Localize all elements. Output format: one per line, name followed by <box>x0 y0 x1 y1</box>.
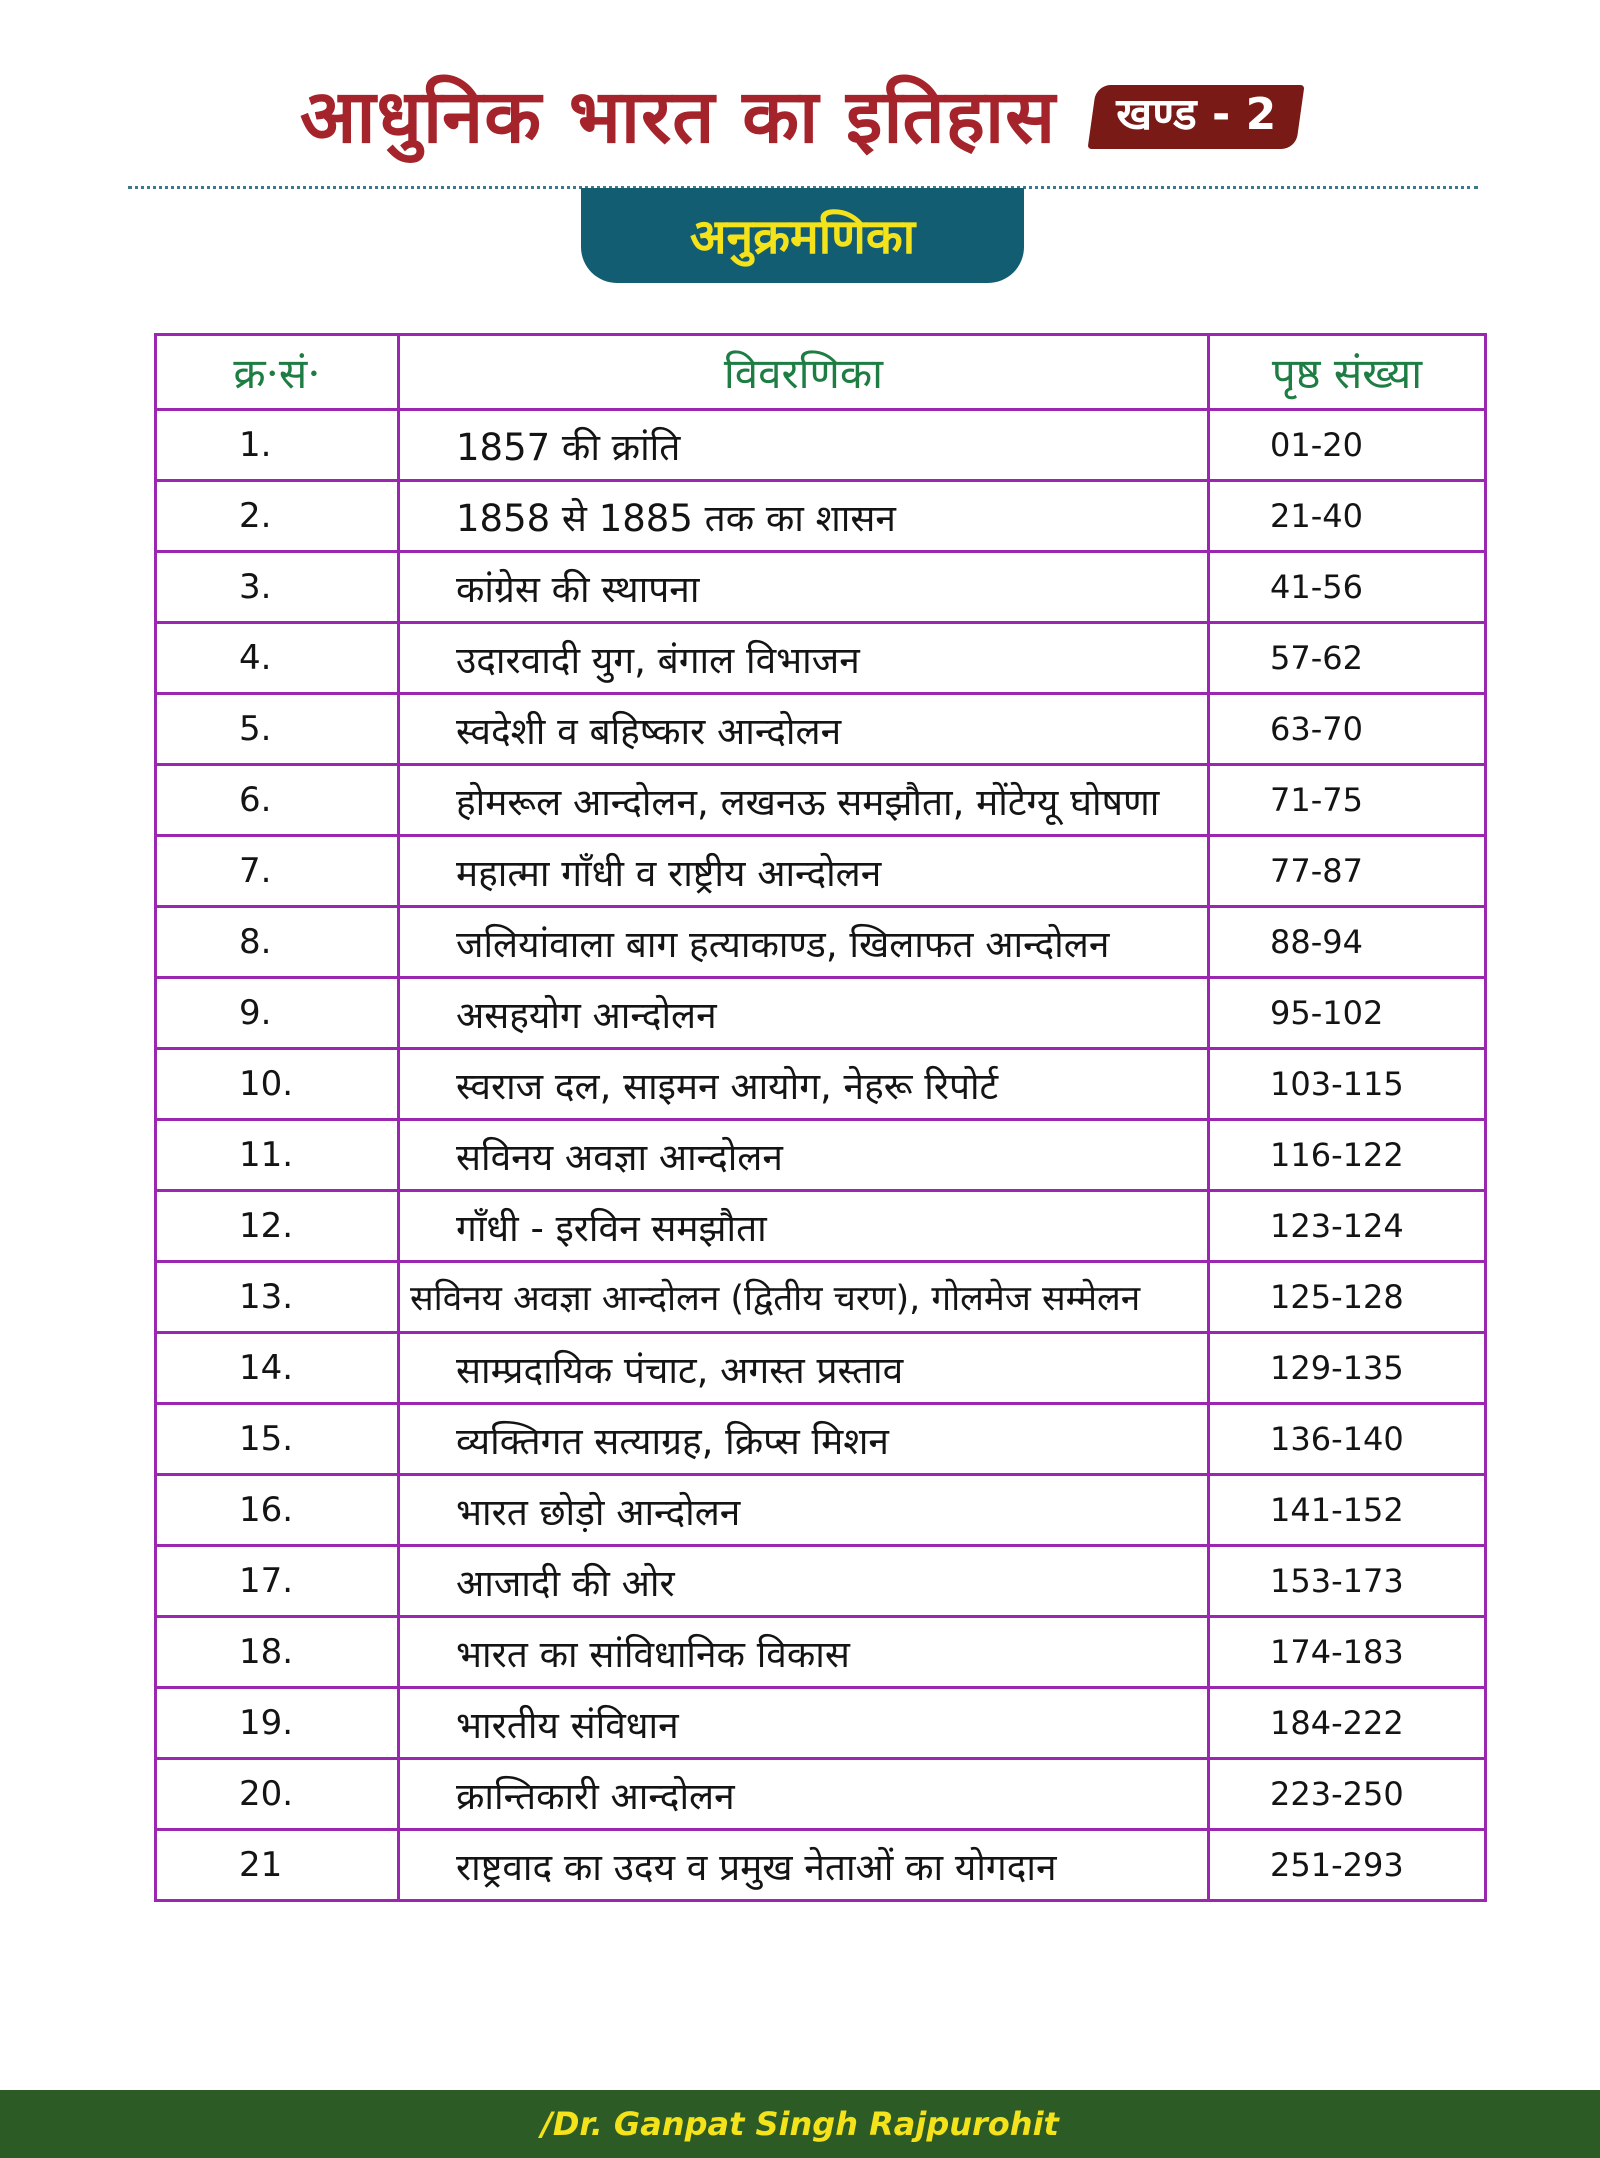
row-topic: जलियांवाला बाग हत्याकाण्ड, खिलाफत आन्दोलन <box>399 907 1209 978</box>
page-title: आधुनिक भारत का इतिहास <box>299 74 1057 160</box>
table-row <box>156 1404 1486 1475</box>
row-topic: सविनय अवज्ञा आन्दोलन (द्वितीय चरण), गोलमेज सम्मेलन <box>399 1262 1209 1333</box>
row-pages: 125-128 <box>1209 1262 1486 1333</box>
column-header-serial: क्र·सं· <box>156 335 399 410</box>
row-serial: 17. <box>156 1546 399 1617</box>
table-row <box>156 1688 1486 1759</box>
row-pages: 251-293 <box>1209 1830 1486 1901</box>
row-pages: 77-87 <box>1209 836 1486 907</box>
table-row <box>156 1262 1486 1333</box>
table-row <box>156 1333 1486 1404</box>
row-serial: 11. <box>156 1120 399 1191</box>
row-pages: 41-56 <box>1209 552 1486 623</box>
row-serial: 5. <box>156 694 399 765</box>
row-serial: 9. <box>156 978 399 1049</box>
row-topic: महात्मा गाँधी व राष्ट्रीय आन्दोलन <box>399 836 1209 907</box>
row-pages: 174-183 <box>1209 1617 1486 1688</box>
row-topic: कांग्रेस की स्थापना <box>399 552 1209 623</box>
table-row <box>156 1759 1486 1830</box>
table-row <box>156 836 1486 907</box>
row-topic: असहयोग आन्दोलन <box>399 978 1209 1049</box>
row-serial: 10. <box>156 1049 399 1120</box>
table-row <box>156 1049 1486 1120</box>
row-topic: आजादी की ओर <box>399 1546 1209 1617</box>
row-serial: 2. <box>156 481 399 552</box>
row-pages: 129-135 <box>1209 1333 1486 1404</box>
row-topic: गाँधी - इरविन समझौता <box>399 1191 1209 1262</box>
row-topic: व्यक्तिगत सत्याग्रह, क्रिप्स मिशन <box>399 1404 1209 1475</box>
row-serial: 12. <box>156 1191 399 1262</box>
row-pages: 21-40 <box>1209 481 1486 552</box>
row-topic: भारत का सांविधानिक विकास <box>399 1617 1209 1688</box>
row-pages: 123-124 <box>1209 1191 1486 1262</box>
table-row <box>156 765 1486 836</box>
row-serial: 8. <box>156 907 399 978</box>
row-pages: 01-20 <box>1209 410 1486 481</box>
row-serial: 3. <box>156 552 399 623</box>
footer-bar <box>0 2090 1600 2158</box>
row-pages: 141-152 <box>1209 1475 1486 1546</box>
row-pages: 103-115 <box>1209 1049 1486 1120</box>
table-row <box>156 978 1486 1049</box>
author-credit: /Dr. Ganpat Singh Rajpurohit <box>541 2105 1059 2143</box>
row-topic: होमरूल आन्दोलन, लखनऊ समझौता, मोंटेग्यू घोषणा <box>399 765 1209 836</box>
title-row <box>0 62 1600 172</box>
table-row <box>156 1546 1486 1617</box>
row-pages: 153-173 <box>1209 1546 1486 1617</box>
row-serial: 15. <box>156 1404 399 1475</box>
row-pages: 116-122 <box>1209 1120 1486 1191</box>
row-serial: 13. <box>156 1262 399 1333</box>
volume-label: खण्ड - 2 <box>1116 88 1277 140</box>
column-header-pages: पृष्ठ संख्या <box>1209 335 1486 410</box>
table-row <box>156 552 1486 623</box>
row-serial: 20. <box>156 1759 399 1830</box>
table-row <box>156 481 1486 552</box>
row-serial: 14. <box>156 1333 399 1404</box>
row-serial: 19. <box>156 1688 399 1759</box>
row-topic: क्रान्तिकारी आन्दोलन <box>399 1759 1209 1830</box>
row-serial: 16. <box>156 1475 399 1546</box>
row-topic: सविनय अवज्ञा आन्दोलन <box>399 1120 1209 1191</box>
row-serial: 4. <box>156 623 399 694</box>
index-tab-label: अनुक्रमणिका <box>689 209 916 265</box>
row-topic: भारत छोड़ो आन्दोलन <box>399 1475 1209 1546</box>
column-header-topic: विवरणिका <box>399 335 1209 410</box>
index-tab <box>581 188 1024 283</box>
row-topic: 1857 की क्रांति <box>399 410 1209 481</box>
table-row <box>156 1120 1486 1191</box>
row-topic: स्वराज दल, साइमन आयोग, नेहरू रिपोर्ट <box>399 1049 1209 1120</box>
table-row <box>156 1475 1486 1546</box>
table-row <box>156 1191 1486 1262</box>
table-row <box>156 410 1486 481</box>
row-topic: भारतीय संविधान <box>399 1688 1209 1759</box>
row-topic: राष्ट्रवाद का उदय व प्रमुख नेताओं का योगदान <box>399 1830 1209 1901</box>
row-pages: 223-250 <box>1209 1759 1486 1830</box>
table-row <box>156 1617 1486 1688</box>
contents-table <box>154 333 1487 1902</box>
row-pages: 57-62 <box>1209 623 1486 694</box>
row-serial: 7. <box>156 836 399 907</box>
row-serial: 18. <box>156 1617 399 1688</box>
row-pages: 136-140 <box>1209 1404 1486 1475</box>
row-topic: स्वदेशी व बहिष्कार आन्दोलन <box>399 694 1209 765</box>
table-row <box>156 1830 1486 1901</box>
row-pages: 184-222 <box>1209 1688 1486 1759</box>
volume-badge <box>1088 85 1305 149</box>
row-topic: उदारवादी युग, बंगाल विभाजन <box>399 623 1209 694</box>
row-serial: 21 <box>156 1830 399 1901</box>
row-topic: साम्प्रदायिक पंचाट, अगस्त प्रस्ताव <box>399 1333 1209 1404</box>
table-row <box>156 623 1486 694</box>
row-pages: 95-102 <box>1209 978 1486 1049</box>
row-serial: 1. <box>156 410 399 481</box>
row-pages: 88-94 <box>1209 907 1486 978</box>
table-header-row <box>156 335 1486 410</box>
row-topic: 1858 से 1885 तक का शासन <box>399 481 1209 552</box>
row-serial: 6. <box>156 765 399 836</box>
table-row <box>156 694 1486 765</box>
row-pages: 63-70 <box>1209 694 1486 765</box>
row-pages: 71-75 <box>1209 765 1486 836</box>
table-row <box>156 907 1486 978</box>
